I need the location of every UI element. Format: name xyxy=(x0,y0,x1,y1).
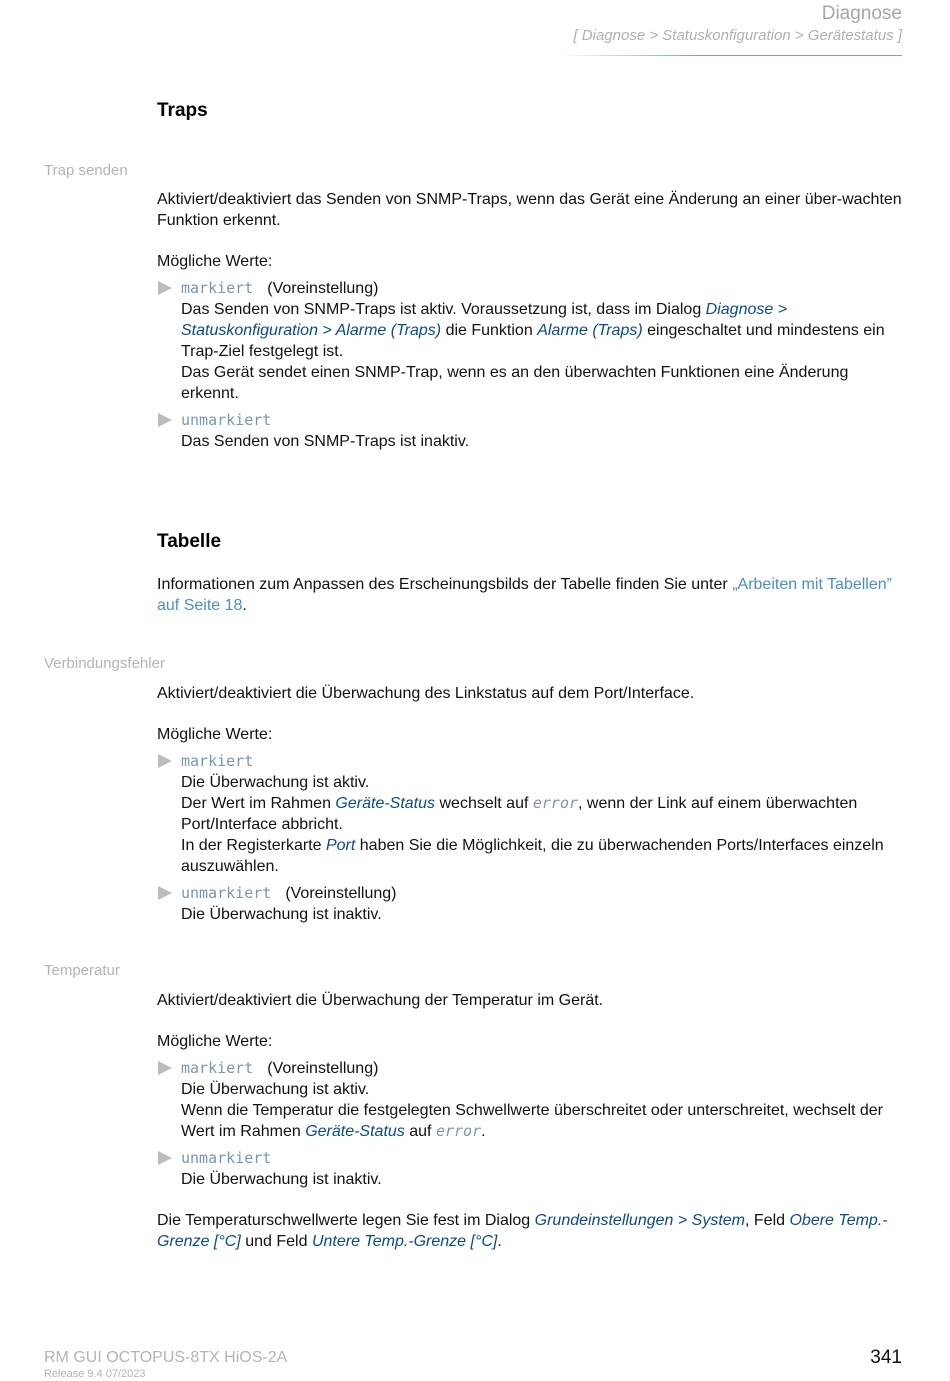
value-explanation: Die Überwachung ist aktiv. xyxy=(181,774,370,791)
text: Wenn die Temperatur die festgelegten Schwellwerte überschreitet oder unterschreitet, wechselt der Wert im Rahmen xyxy=(181,1102,884,1140)
value-explanation: Die Überwachung ist inaktiv. xyxy=(181,1171,382,1188)
breadcrumb: [ Diagnose > Statuskonfiguration > Gerätestatus ] xyxy=(573,27,902,44)
possible-values-label: Mögliche Werte: xyxy=(157,726,273,743)
triangle-bullet-icon xyxy=(158,754,172,768)
dialog-ref-alarme-traps: Diagnose > Statuskonfiguration > Alarme (Traps) xyxy=(181,301,788,339)
triangle-bullet-icon xyxy=(158,281,172,295)
param-label-verbindungsfehler: Verbindungsfehler xyxy=(44,655,165,672)
value-error: error xyxy=(435,1122,482,1140)
text: . xyxy=(481,1123,486,1140)
footer-release: Release 9.4 07/2023 xyxy=(44,1368,146,1380)
text: Das Senden von SNMP-Traps ist aktiv. Voraussetzung ist, dass im Dialog xyxy=(181,301,702,318)
link-arbeiten-mit-tabellen[interactable]: „Arbeiten mit Tabellen” auf Seite 18 xyxy=(157,576,892,614)
description: Aktiviert/deaktiviert die Überwachung der Temperatur im Gerät. xyxy=(157,992,604,1009)
value-explanation-2 xyxy=(181,1100,902,1142)
dialog-ref-grundeinstellungen-system: Grundeinstellungen > System xyxy=(534,1212,745,1229)
field-ref-untere-temp-grenze: Untere Temp.-Grenze [°C] xyxy=(311,1233,498,1250)
list-item-unmarkiert xyxy=(157,883,902,925)
list-item-unmarkiert xyxy=(157,410,902,452)
value-unmarkiert: unmarkiert xyxy=(181,1149,272,1167)
field-ref-obere-temp-grenze: Obere Temp.-Grenze [°C] xyxy=(157,1212,888,1250)
possible-values-label: Mögliche Werte: xyxy=(157,253,273,270)
param-body-temperatur xyxy=(157,990,902,1252)
text: die Funktion xyxy=(445,322,533,339)
text: Der Wert im Rahmen xyxy=(181,795,331,812)
value-unmarkiert: unmarkiert xyxy=(181,411,272,429)
section-heading-tabelle: Tabelle xyxy=(157,531,222,552)
value-markiert: markiert xyxy=(181,752,254,770)
text: , wenn der Link auf einem überwachten Port/Interface abbricht. xyxy=(181,795,858,833)
text: In der Registerkarte xyxy=(181,837,322,854)
triangle-bullet-icon xyxy=(158,1061,172,1075)
description: Aktiviert/deaktiviert das Senden von SNMP-Traps, wenn das Gerät eine Änderung an einer über-wachten Funktion erkennt. xyxy=(157,191,902,229)
footer-product: RM GUI OCTOPUS-8TX HiOS-2A xyxy=(44,1349,288,1366)
triangle-bullet-icon xyxy=(158,413,172,427)
list-item-markiert xyxy=(157,751,902,877)
text: wechselt auf xyxy=(439,795,529,812)
value-explanation-2: Das Gerät sendet einen SNMP-Trap, wenn es an den überwachten Funktionen eine Änderung erkennt. xyxy=(181,364,849,402)
tabelle-intro xyxy=(157,574,902,616)
possible-values-label: Mögliche Werte: xyxy=(157,1033,273,1050)
value-explanation-3 xyxy=(181,835,902,877)
value-markiert: markiert xyxy=(181,1059,254,1077)
function-ref-alarme-traps: Alarme (Traps) xyxy=(537,322,643,339)
text: haben Sie die Möglichkeit, die zu überwachenden Ports/Interfaces einzeln auszuwählen. xyxy=(181,837,884,875)
default-label: (Voreinstellung) xyxy=(285,885,397,902)
param-label-temperatur: Temperatur xyxy=(44,962,120,979)
value-markiert: markiert xyxy=(181,279,254,297)
description: Aktiviert/deaktiviert die Überwachung des Linkstatus auf dem Port/Interface. xyxy=(157,685,695,702)
param-label-trap-senden: Trap senden xyxy=(44,162,128,179)
triangle-bullet-icon xyxy=(158,886,172,900)
intro-text: Informationen zum Anpassen des Erscheinungsbilds der Tabelle finden Sie unter xyxy=(157,576,728,593)
value-explanation: Das Senden von SNMP-Traps ist inaktiv. xyxy=(181,433,470,450)
intro-end: . xyxy=(242,597,247,614)
value-error: error xyxy=(532,794,579,812)
text: Die Temperaturschwellwerte legen Sie fest im Dialog xyxy=(157,1212,531,1229)
header-rule xyxy=(560,55,902,56)
default-label: (Voreinstellung) xyxy=(267,280,379,297)
list-item-markiert xyxy=(157,278,902,404)
text: , Feld xyxy=(745,1212,786,1229)
text: und Feld xyxy=(245,1233,308,1250)
default-label: (Voreinstellung) xyxy=(267,1060,379,1077)
frame-ref-geraete-status: Geräte-Status xyxy=(335,795,436,812)
value-explanation: Die Überwachung ist inaktiv. xyxy=(181,906,382,923)
list-item-markiert xyxy=(157,1058,902,1142)
temperature-note xyxy=(157,1210,902,1252)
value-explanation: Die Überwachung ist aktiv. xyxy=(181,1081,370,1098)
value-unmarkiert: unmarkiert xyxy=(181,884,272,902)
value-explanation xyxy=(181,299,902,362)
triangle-bullet-icon xyxy=(158,1151,172,1165)
page-number: 341 xyxy=(870,1347,902,1368)
text: . xyxy=(497,1233,502,1250)
text: eingeschaltet und mindestens ein Trap-Ziel festgelegt ist. xyxy=(181,322,885,360)
list-item-unmarkiert xyxy=(157,1148,902,1190)
frame-ref-geraete-status: Geräte-Status xyxy=(305,1123,405,1140)
param-body-verbindungsfehler xyxy=(157,683,902,925)
tab-ref-port: Port xyxy=(325,837,356,854)
value-explanation-2 xyxy=(181,793,902,835)
section-heading-traps: Traps xyxy=(157,100,208,121)
header-title: Diagnose xyxy=(821,3,902,24)
param-body-trap-senden xyxy=(157,189,902,452)
text: auf xyxy=(409,1123,432,1140)
